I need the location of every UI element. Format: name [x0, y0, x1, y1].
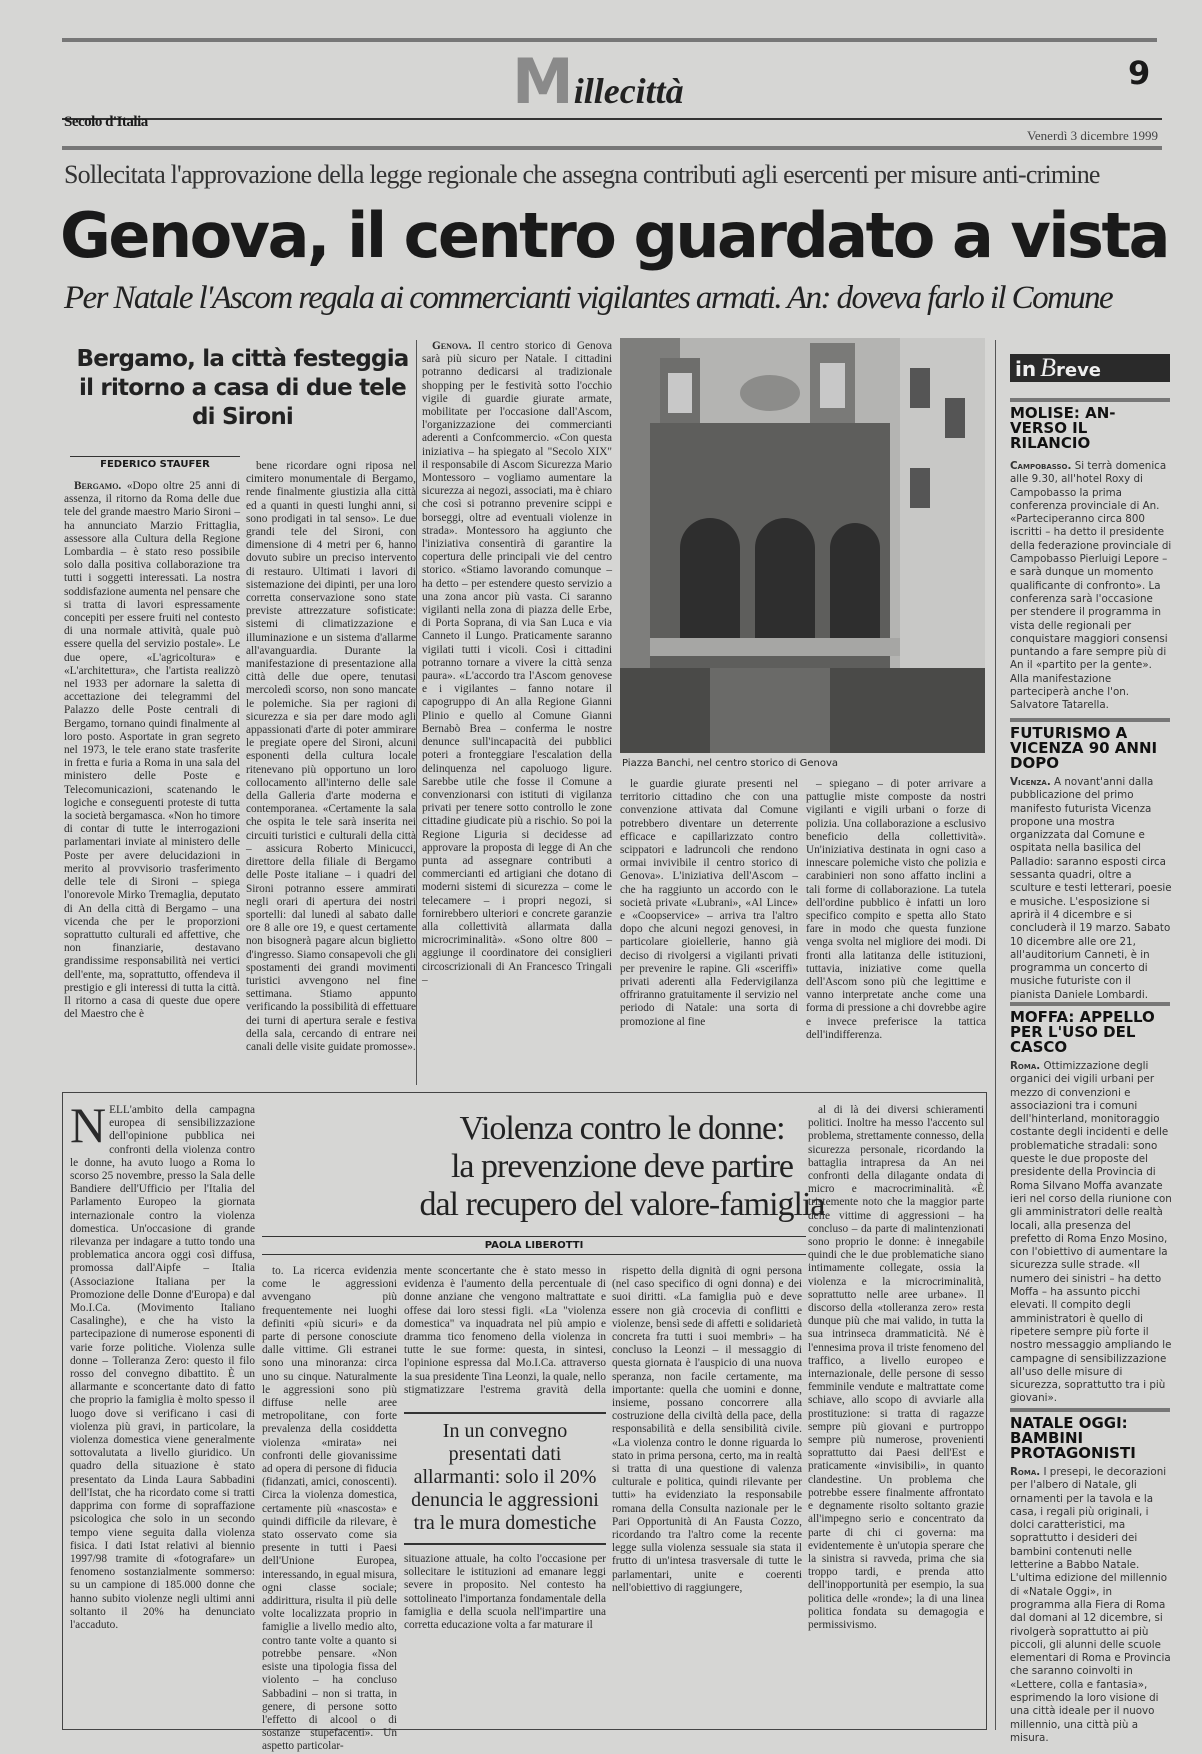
lead-kicker: Sollecitata l'approvazione della legge regionale che assegna contributi agli esercenti per misure anti-crimine: [64, 160, 1100, 189]
masthead-rule-top: [62, 38, 1157, 42]
in-breve-logo-rest: reve: [1055, 360, 1102, 381]
section-title-rest: illecittà: [573, 71, 684, 111]
bergamo-headline: Bergamo, la città festeggia il ritorno a casa di due tele di Sironi: [76, 346, 409, 430]
bergamo-text-2: bene ricordare ogni riposa nel cimitero monumentale di Bergamo, rende finalmente giustizia alla città ed a quanti in questi lunghi anni, si sono prodigati in tal senso». Le due grandi tele del Sironi, con dimensione di 4 metri per 6, hanno dovuto subire un preciso intervento di restauro. Ultimati i lavori di sistemazione dei dipinti, per una loro corretta conservazione sono state previste attrezzature sofisticate: sistemi di climatizzazione e illuminazione e un sistema d'allarme all'avanguardia. Durante la manifestazione di presentazione alla città delle due opere, tenutasi mercoledì scorso, non sono mancate le polemiche. Sia per ragioni di sicurezza e sia per dare modo agli appassionati d'arte di poter ammirare le pregiate opere del Sironi, alcuni esponenti della cultura locale ritenevano più opportuno un loro collocamento all'interno delle sale della Galleria d'arte moderna e contemporanea. «Certamente la sala che ospita le tele sarà inserita nei circuiti turistici e culturali della città – assicura Roberto Minicucci, direttore della filiale di Bergamo delle Poste italiane – i quadri del Sironi potranno essere ammirati negli orari di apertura dei nostri sportelli: dal lunedì al sabato dalle ore 8 alle ore 19, e quest certamente non bisognerà pagare alcun biglietto d'ingresso. Siamo consapevoli che gli spostamenti dei grandi movimenti turistici avvengono nel fine settimana. Stiamo appunto verificando la possibilità di effettuare dei turni di apertura serale e festiva della sala, cercando di entrare nei canali delle visite guidate promosse».: [246, 460, 416, 1053]
lead-subhead: Per Natale l'Ascom regala ai commercianti vigilantes armati. An: doveva farlo il Comune: [64, 280, 1113, 316]
donne-headline-line: Violenza contro le donne:: [459, 1110, 785, 1147]
dropcap: N: [70, 1097, 107, 1153]
lead-dateline: Genova.: [432, 340, 472, 352]
breve-dateline: Roma.: [1010, 1060, 1041, 1072]
breve-text-1: Si terrà domenica alle 9.30, all'hotel Roxy di Campobasso la prima conferenza provinciale di An. «Parteciperanno circa 800 iscritti – ha detto il presidente della federazione provinciale di Campobasso Pierluigi Lepore – e sarà dunque un momento qualificante di confronto». La conferenza sarà l'occasione per stendere il programma in vista delle regionali per conquistare maggiori consensi puntando a fare sempre più di An il «partito per la gente». Alla manifestazione parteciperà anche l'on. Salvatore Tatarella.: [1010, 460, 1172, 712]
breve-item-1: [1010, 460, 1172, 710]
section-title-initial: M: [512, 45, 574, 118]
in-breve-logo: [1010, 354, 1170, 382]
bergamo-text-1: «Dopo oltre 25 anni di assenza, il ritorno da Roma delle due tele del grande maestro Mario Sironi – ha annunciato Marzio Frittaglia, assessore alla Cultura della Regione Lombardia – è stato reso possibile solo dalla positiva collaborazione tra tutti i soggetti interessati. La nostra soddisfazione aumenta nel pensare che si tratta di lavori espressamente concepiti per essere fruiti nel contesto di una normale attività, quale può essere quella del servizio postale». Le due opere, «L'agricoltura» e «L'architettura», che l'artista realizzò nel 1933 per adornare la saletta di accettazione dei telegrammi del Palazzo delle Poste centrali di Bergamo, tornano quindi finalmente al loro posto. Asportate in gran segreto nel 1973, le tele erano state trasferite in fretta e furia a Roma in una sala del ministero delle Poste e Telecomunicazioni, scatenando le logiche e conseguenti proteste di tutta la società bergamasca. «Non ho timore di contar di tutte le interrogazioni parlamentari inviate al ministero delle Poste per avere delucidazioni in merito al provvisorio trasferimento delle tele di Sironi – spiega l'onorevole Mirko Tremaglia, deputato di An della città di Bergamo – una vicenda che per le proporzioni soprattutto culturali ed affettive, che non finanziarie, destavano grandissime responsabilità nei vertici dell'ente, ma, soprattutto, offendeva il prestigio e gli interessi di tutta la città. Il ritorno a casa di queste due opere del Maestro che è: [64, 480, 240, 1021]
breve-title-4: NATALE OGGI: BAMBINI PROTAGONISTI: [1010, 1414, 1136, 1462]
donne-text-4: rispetto della dignità di ogni persona (nel caso specifico di ogni donna) e dei suoi diritti. «La famiglia può e deve essere non già crocevia di conflitti e violenze, bensì sede di affetti e solidarietà concreta fra tutti i suoi membri» – ha concluso la Leonzi – il messaggio di questa giornata è l'auspicio di una nuova speranza, non facile certamente, ma importante: quella che uomini e donne, insieme, possano concorrere alla costruzione della civiltà della pace, della responsabilità e della sensibilità civile. «La violenza contro le donne riguarda lo stato in prima persona, certo, ma in realtà si tratta di una questione di valenza culturale e politica, quindi rilevante per tutti» ha evidenziato la responsabile romana della Consulta nazionale per le Pari Opportunità di An Fausta Cozzo, ricordando tra l'altro come la recente legge sulla violenza sessuale sia stata il frutto di un'intesa trasversale di tutte le parlamentari, unite e coerenti nell'obiettivo di raggiungere,: [612, 1265, 802, 1594]
section-title: [512, 45, 684, 118]
breve-title-1: MOLISE: AN-VERSO IL RILANCIO: [1010, 404, 1116, 452]
breve-item-2: [1010, 776, 1172, 1001]
breve-rule: [1010, 1002, 1170, 1006]
donne-column-5: [808, 1104, 984, 1724]
breve-rule: [1010, 718, 1170, 722]
bergamo-byline: FEDERICO STAUFER: [70, 456, 240, 470]
masthead-rule: [62, 118, 1162, 120]
bergamo-column-1: [64, 480, 240, 1085]
in-breve-logo-b: B: [1040, 353, 1056, 382]
donne-pull-quote: In un convegno presentati dati allarmanti: solo il 20% denuncia le aggressioni tra le mura domestiche: [404, 1412, 606, 1545]
donne-column-3: [404, 1265, 606, 1725]
breve-rule: [1010, 1408, 1170, 1412]
page-number: 9: [1128, 54, 1151, 92]
lead-text-3: – spiegano – di poter arrivare a pattuglie miste composte da nostri vigilanti e vigili urbani o forze di polizia. Una collaborazione a esclusivo beneficio della collettività». Un'iniziativa destinata in ogni caso a innescare polemiche visto che polizia e carabinieri non sono affatto inclini a tali forme di collaborazione. La tutela dell'ordine pubblico è infatti un loro specifico compito e spetta allo Stato fare in modo che questa funzione venga svolta nel migliore dei modi. Di fronti alla latitanza delle istituzioni, tuttavia, iniziative come quella dell'Ascom sono più che legittime e vanno interpretate anche come una forma di pressione a chi dovrebbe agire e invece preferisce la tattica dell'indifferenza.: [806, 778, 986, 1041]
breve-text-4: I presepi, le decorazioni per l'albero di Natale, gli ornamenti per la tavola e la casa, i regali più originali, i dolci caratteristici, ma soprattutto i desideri dei bambini contenuti nelle letterine a Babbo Natale. L'ultima edizione del millennio di «Natale Oggi», in programma alla Fiera di Roma dal domani al 12 dicembre, si rivolgerà soprattutto ai più piccoli, gli alunni delle scuole elementari di Roma e Provincia che saranno coinvolti in «Lettere, colla e fantasia», esprimendo la loro visione di una città ideale per il nuovo millennio, una città più a misura.: [1010, 1466, 1171, 1744]
masthead-rule-bottom: [62, 146, 1162, 150]
lead-column-1: [422, 340, 612, 1088]
in-breve-logo-in: in: [1015, 357, 1037, 381]
donne-column-1: [70, 1097, 255, 1724]
donne-headline-line: la prevenzione deve partire: [450, 1148, 794, 1185]
donne-text-5: al di là dei diversi schieramenti politici. Inoltre ha messo l'accento sul problema, strettamente connesso, della sicurezza personale, ricordando la battaglia intrapresa da An nei confronti della dilagante ondata di micro e macrocriminalità. «È tristemente noto che la maggior parte delle vittime di aggressioni – ha concluso – da parte di malintenzionati sono proprio le donne: è innegabile quindi che le due problematiche siano intimamente collegate, ossia la violenza e la microcriminalità, soprattutto nelle aree urbane». Il discorso della «tolleranza zero» resta dunque più che mai valido, in tutta la sua intrinseca drammaticità. Né è l'ennesima prova il triste fenomeno del traffico, a livello europeo e internazionale, delle persone di sesso femminile vendute e maltrattate come schiave, allo scopo di avviarle alla prostituzione: si tratta di ragazze sempre più giovani e purtroppo sempre più numerose, provenienti soprattutto dai Paesi dell'Est e praticamente «invisibili», in quanto clandestine. Un problema che potrebbe essere finalmente affrontato e degnamente risolto soltanto grazie all'impegno serio e concentrato da parte di chi ci governa: ma evidentemente è un'utopia sperare che la sinistra si ravveda, prima che sia troppo tardi, e prenda atto dell'inopportunità per esempio, la sua politica delle «ronde»; la di una linea politica fondata su demagogia e permissivismo.: [808, 1104, 984, 1631]
lead-text-1: Il centro storico di Genova sarà più sicuro per Natale. I cittadini potranno dedicarsi al tradizionale shopping per le festività sotto l'occhio vigile di guardie giurate armate, mobilitate per l'occasione dall'Ascom, l'organizzazione dei commercianti aderenti a Confcommercio. «Con questa iniziativa – ha spiegato al "Secolo XIX" il responsabile di Ascom Sicurezza Mario Montessoro – vogliamo aumentare la sicurezza ai negozi, associati, ma è chiaro che così si potranno prevenire scippi e borseggi, oltre ad eventuali violenze in strada». Montessoro ha aggiunto che l'iniziativa consentirà di garantire la copertura delle principali vie del centro storico. «Stiamo lavorando comunque – ha detto – per estendere questo servizio a una zona ancor più vasta. Ci saranno vigilanti nella zona di piazza delle Erbe, di Porta Soprana, di via San Luca e via Canneto il Lungo. Praticamente saranno vigilati tutti i vicoli. Così i cittadini potranno tornare a vivere la città senza paura». «L'accordo tra l'Ascom genovese e i vigilantes – fanno notare il capogruppo di An alla Regione Gianni Plinio e quello al Comune Gianni Bernabò Brea – conferma le nostre denunce sull'incapacità dei pubblici poteri a fronteggiare l'escalation della delinquenza nel capoluogo ligure. Sarebbe utile che fosse il Comune a convenzionarsi con istituti di vigilanza privati per tenere sotto controllo le zone cittadine giudicate più a rischio. So poi la Regione Liguria si decidesse ad approvare la proposta di legge di An che punta ad assegnare contributi a commercianti ed artigiani che dotano di moderni sistemi di sicurezza – come le telecamere – i propri negozi, si fornirebbero ulteriori e concrete garanzie alla collettività allarmata dalla microcriminalità». «Sono oltre 800 – aggiunge il coordinatore dei consiglieri circoscrizionali di An Francesco Tringali –: [422, 340, 613, 986]
breve-dateline: Roma.: [1010, 1466, 1041, 1478]
lead-column-3: [806, 778, 986, 1088]
photo-piazza-banchi: [620, 338, 985, 753]
breve-text-2: A novant'anni dalla pubblicazione del primo manifesto futurista Vicenza propone una mostra organizzata dal Comune e ospitata nella basilica del Palladio: saranno esposti circa sessanta quadri, oltre a sculture e testi letterari, poesie e musiche. L'esposizione si aprirà il 4 dicembre e si concluderà il 19 marzo. Sabato 10 dicembre alle ore 21, all'auditorium Canneti, è in programma un concerto di musiche futuriste con il pianista Daniele Lombardi.: [1010, 776, 1172, 1001]
breve-item-4: [1010, 1466, 1172, 1744]
donne-text-1: ELL'ambito della campagna europea di sensibilizzazione dell'opinione pubblica nei confronti della violenza contro le donne, ha avuto luogo a Roma lo scorso 25 novembre, presso la Sala delle Bandiere dell'Ufficio per l'Italia del Parlamento Europeo la giornata internazionale contro la violenza domestica. Un'occasione di grande rilevanza per indagare a tutto tondo una problematica ancora oggi così diffusa, promossa dall'Aipfe – Italia (Associazione Italiana per la Promozione delle Donne d'Europa) e dal Mo.I.Ca. (Movimento Italiano Casalinghe), e che ha visto la partecipazione di numerose esponenti di varie forze politiche. Violenza sulle donne – Tolleranza Zero: questo il filo rosso del convegno dibattito. È un allarmante e sconcertante dato di fatto che proprio la famiglia è molto spesso il luogo dove si verificano i casi di violenza più gravi, in particolare, la violenza domestica viene generalmente sottovalutata a livello giuridico. Un quadro della situazione è stato presentato da Linda Laura Sabbadini dell'Istat, che ha ricordato come si tratti dapprima con forme di sopraffazione psicologica che solo in un secondo tempo viene seguita dalla violenza fisica. I dati Istat relativi al biennio 1997/98 tramite di «fotografare» un fenomeno sostanzialmente sommerso: su un campione di 185.000 donne che hanno subito violenze negli ultimi anni soltanto il 20% ha denunciato l'accaduto.: [70, 1104, 255, 1631]
issue-date: Venerdì 3 dicembre 1999: [1026, 128, 1158, 143]
donne-headline-line: dal recupero del valore-famiglia: [419, 1186, 825, 1223]
breve-dateline: Campobasso.: [1010, 460, 1072, 472]
divider: [416, 340, 417, 1085]
donne-byline: PAOLA LIBEROTTI: [262, 1236, 806, 1255]
donne-column-4: [612, 1265, 802, 1725]
donne-column-2: [262, 1265, 397, 1753]
lead-column-2: [620, 778, 798, 1088]
lead-headline: Genova, il centro guardato a vista: [60, 199, 1168, 272]
breve-title-3: MOFFA: APPELLO PER L'USO DEL CASCO: [1010, 1008, 1155, 1056]
breve-text-3: Ottimizzazione degli organici dei vigili urbani per mezzo di convenzioni e associazioni tra i comuni dell'hinterland, monitoraggio costante degli incidenti e delle problematiche stradali: sono queste le due proposte del presidente della Provincia di Roma Silvano Moffa avanzate ieri nel corso della riunione con gli amministratori delle realtà locali, alla presenza del prefetto di Roma Enzo Mosino, con l'obiettivo di aumentare la sicurezza sulle strade. «Il numero dei sinistri – ha detto Moffa – ha assunto picchi elevati. Il compito degli amministratori è quello di ripetere sempre più forte il nostro messaggio ampliando le campagne di sensibilizzazione all'uso delle misure di sicurezza, soprattutto tra i più giovani».: [1010, 1060, 1172, 1405]
divider: [995, 340, 996, 1730]
paper-name: Secolo d'Italia: [64, 114, 148, 130]
bergamo-dateline: Bergamo.: [74, 480, 122, 492]
breve-rule: [1010, 398, 1170, 402]
bergamo-column-2: [246, 460, 416, 1085]
breve-item-3: [1010, 1060, 1172, 1405]
breve-dateline: Vicenza.: [1010, 776, 1051, 788]
donne-text-3: mente sconcertante che è stato messo in evidenza è l'aumento della percentuale di donne anziane che vengono maltrattate e offese dai loro stessi figli. «La "violenza domestica" va inquadrata nel più ampio e dramma tico fenomeno della violenza in tutte le sue forme: questa, in sintesi, l'opinione espressa dal Mo.I.Ca. attraverso la sua presidente Tina Leonzi, la quale, nello stigmatizzare l'estrema gravità della situazione attuale, ha colto l'occasione per sollecitare le istituzioni ad emanare leggi severe in proposito. Nel contesto ha sottolineato l'importanza fondamentale della famiglia e della scuola nell'impartire una corretta educazione volta a far maturare il: [404, 1265, 606, 1632]
lead-text-2: le guardie giurate presenti nel territorio cittadino che con una convenzione attivata dal Comune potrebbero diventare un deterrente efficace e capillarizzato contro scippatori e ladruncoli che rendono ormai invivibile il centro storico di Genova». L'iniziativa dell'Ascom – che ha raggiunto un accordo con le società private «Lubrani», «Al Lince» e «Coopservice» – arriva tra l'altro dopo che alcuni negozi genovesi, in particolare gioiellerie, hanno già deciso di rivolgersi a vigilanti privati per prevenire le rapine. Gli «sceriffi» privati aderenti alla Federvigilanza offriranno gratuitamente il servizio nel periodo di Natale: una sorta di promozione al fine: [620, 778, 798, 1028]
breve-title-2: FUTURISMO A VICENZA 90 ANNI DOPO: [1010, 724, 1158, 772]
photo-caption: Piazza Banchi, nel centro storico di Genova: [622, 758, 839, 769]
donne-text-2: to. La ricerca evidenzia come le aggressioni avvengano più frequentemente nei luoghi definiti «più sicuri» e da parte di persone conosciute dalle vittime. Gli estranei sono una minoranza: circa uno su cinque. Naturalmente le aggressioni sono più diffuse nelle aree metropolitane, con forte prevalenza della cosiddetta violenza «mirata» nei confronti delle giovanissime ad opera di persone di fiducia (fidanzati, amici, conoscenti). Circa la violenza domestica, certamente più «nascosta» e quindi difficile da rilevare, è stato osservato come sia presente in tutti i Paesi dell'Unione Europea, interessando, in egual misura, ogni classe sociale; addirittura, risulta il più delle volte localizzata proprio in famiglie a livello medio alto, contro tante volte a quanto si potrebbe pensare. «Non esiste una tipologia fissa del violento – ha concluso Sabbadini – non si tratta, in genere, di persone sotto l'effetto di alcool o di sostanze stupefacenti». Un aspetto particolar-: [262, 1265, 397, 1753]
